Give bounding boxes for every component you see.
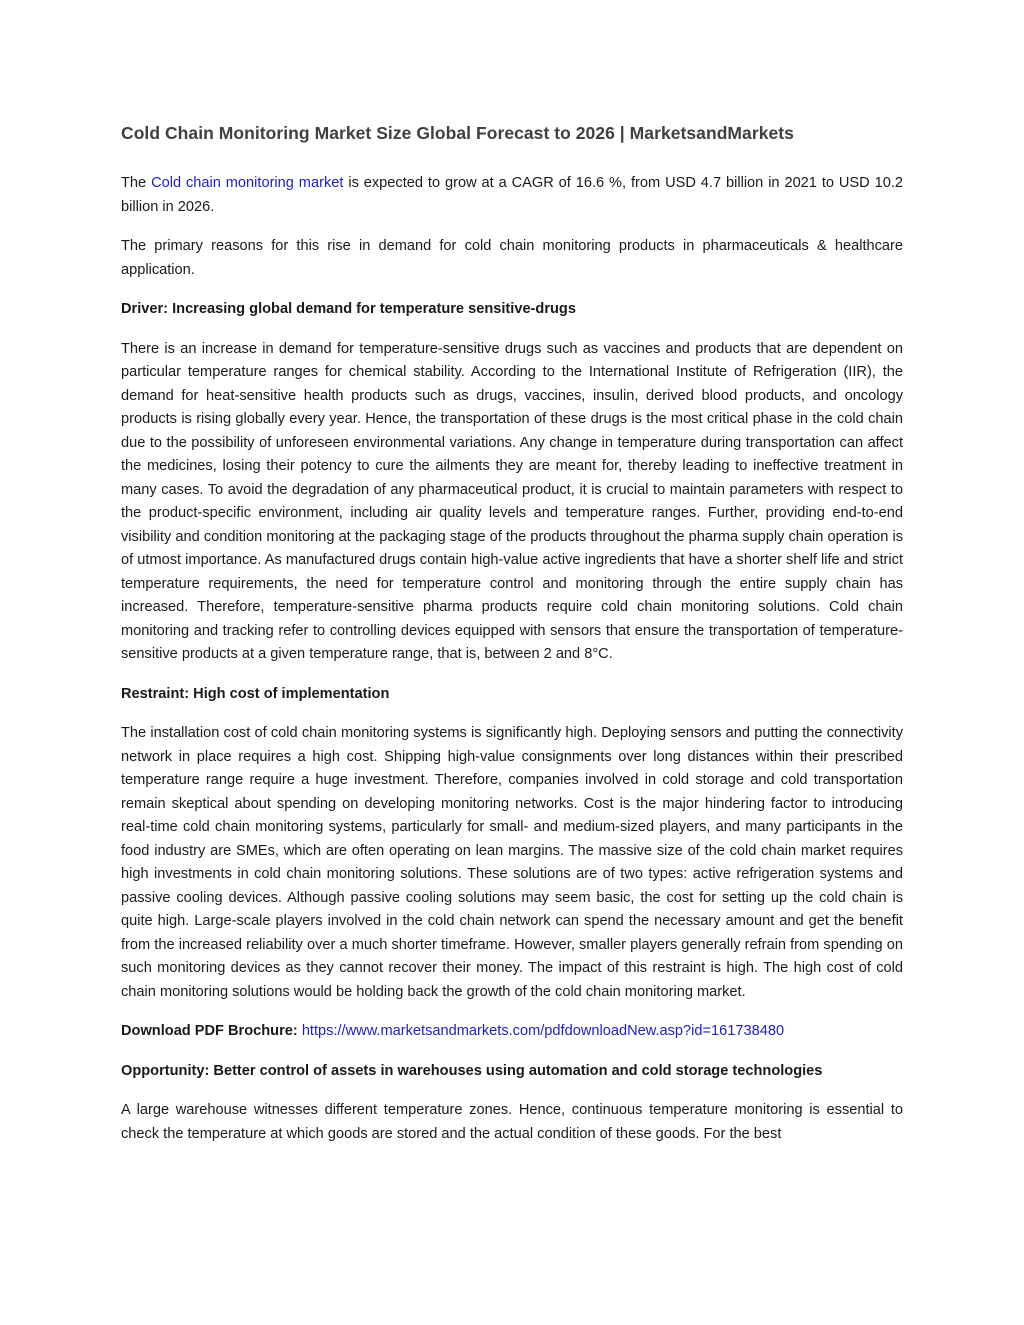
document-title: Cold Chain Monitoring Market Size Global Forecast to 2026 | MarketsandMarkets xyxy=(121,123,794,143)
opportunity-paragraph: A large warehouse witnesses different temperature zones. Hence, continuous temperature monitoring is essential to check the temperature at which goods are stored and the actual condition of these goods. For the best xyxy=(121,1102,903,1142)
driver-heading: Driver: Increasing global demand for temperature sensitive-drugs xyxy=(121,301,576,317)
driver-paragraph: There is an increase in demand for temperature-sensitive drugs such as vaccines and products that are dependent on particular temperature ranges for chemical stability. According to the International Institute of Refrigeration (IIR), the demand for heat-sensitive health products such as drugs, vaccines, insulin, derived blood products, and oncology products is rising globally every year. Hence, the transportation of these drugs is the most critical phase in the cold chain due to the possibility of unforeseen environmental variations. Any change in temperature during transportation can affect the medicines, losing their potency to cure the ailments they are meant for, thereby leading to ineffective treatment in many cases. To avoid the degradation of any pharmaceutical product, it is crucial to maintain parameters with respect to the product-specific environment, including air quality levels and temperature ranges. Further, providing end-to-end visibility and condition monitoring at the packaging stage of the products throughout the pharma supply chain operation is of utmost importance. As manufactured drugs contain high-value active ingredients that have a shorter shelf life and strict temperature requirements, the need for temperature control and monitoring through the entire supply chain has increased. Therefore, temperature-sensitive pharma products require cold chain monitoring solutions. Cold chain monitoring and tracking refer to controlling devices equipped with sensors that ensure the transportation of temperature-sensitive products at a given temperature range, that is, between 2 and 8°C. xyxy=(121,340,903,662)
intro-suffix: is expected to grow at a CAGR of 16.6 %, from USD 4.7 billion in 2021 to USD 10.2 billion in 2026. xyxy=(121,175,904,215)
restraint-paragraph: The installation cost of cold chain monitoring systems is significantly high. Deploying sensors and putting the connectivity network in place requires a high cost. Shipping high-value consignments over long distances within their prescribed temperature range require a huge investment. Therefore, companies involved in cold storage and cold transportation remain skeptical about spending on developing monitoring networks. Cost is the major hindering factor to introducing real-time cold chain monitoring systems, particularly for small- and medium-sized players, and many participants in the food industry are SMEs, which are often operating on lean margins. The massive size of the cold chain market requires high investments in cold chain monitoring solutions. These solutions are of two types: active refrigeration systems and passive cooling devices. Although passive cooling solutions may seem basic, the cost for setting up the cold chain is quite high. Large-scale players involved in the cold chain network can spend the necessary amount and get the benefit from the increased reliability over a much shorter timeframe. However, smaller players generally refrain from spending on such monitoring devices as they cannot recover their money. The impact of this restraint is high. The high cost of cold chain monitoring solutions would be holding back the growth of the cold chain monitoring market. xyxy=(121,725,903,1000)
download-brochure-line xyxy=(121,1020,903,1044)
intro-paragraph xyxy=(121,172,903,219)
restraint-heading: Restraint: High cost of implementation xyxy=(121,685,390,702)
intro-prefix: The xyxy=(121,175,152,191)
opportunity-heading: Opportunity: Better control of assets in warehouses using automation and cold storage technologies xyxy=(121,1062,823,1079)
document-page xyxy=(121,121,903,1162)
download-brochure-link[interactable]: https://www.marketsandmarkets.com/pdfdownloadNew.asp?id=161738480 xyxy=(301,1023,785,1039)
download-brochure-label: Download PDF Brochure: xyxy=(121,1023,298,1039)
reasons-paragraph: The primary reasons for this rise in demand for cold chain monitoring products in pharmaceuticals & healthcare application. xyxy=(121,238,903,278)
cold-chain-market-link[interactable]: Cold chain monitoring market xyxy=(151,175,344,191)
